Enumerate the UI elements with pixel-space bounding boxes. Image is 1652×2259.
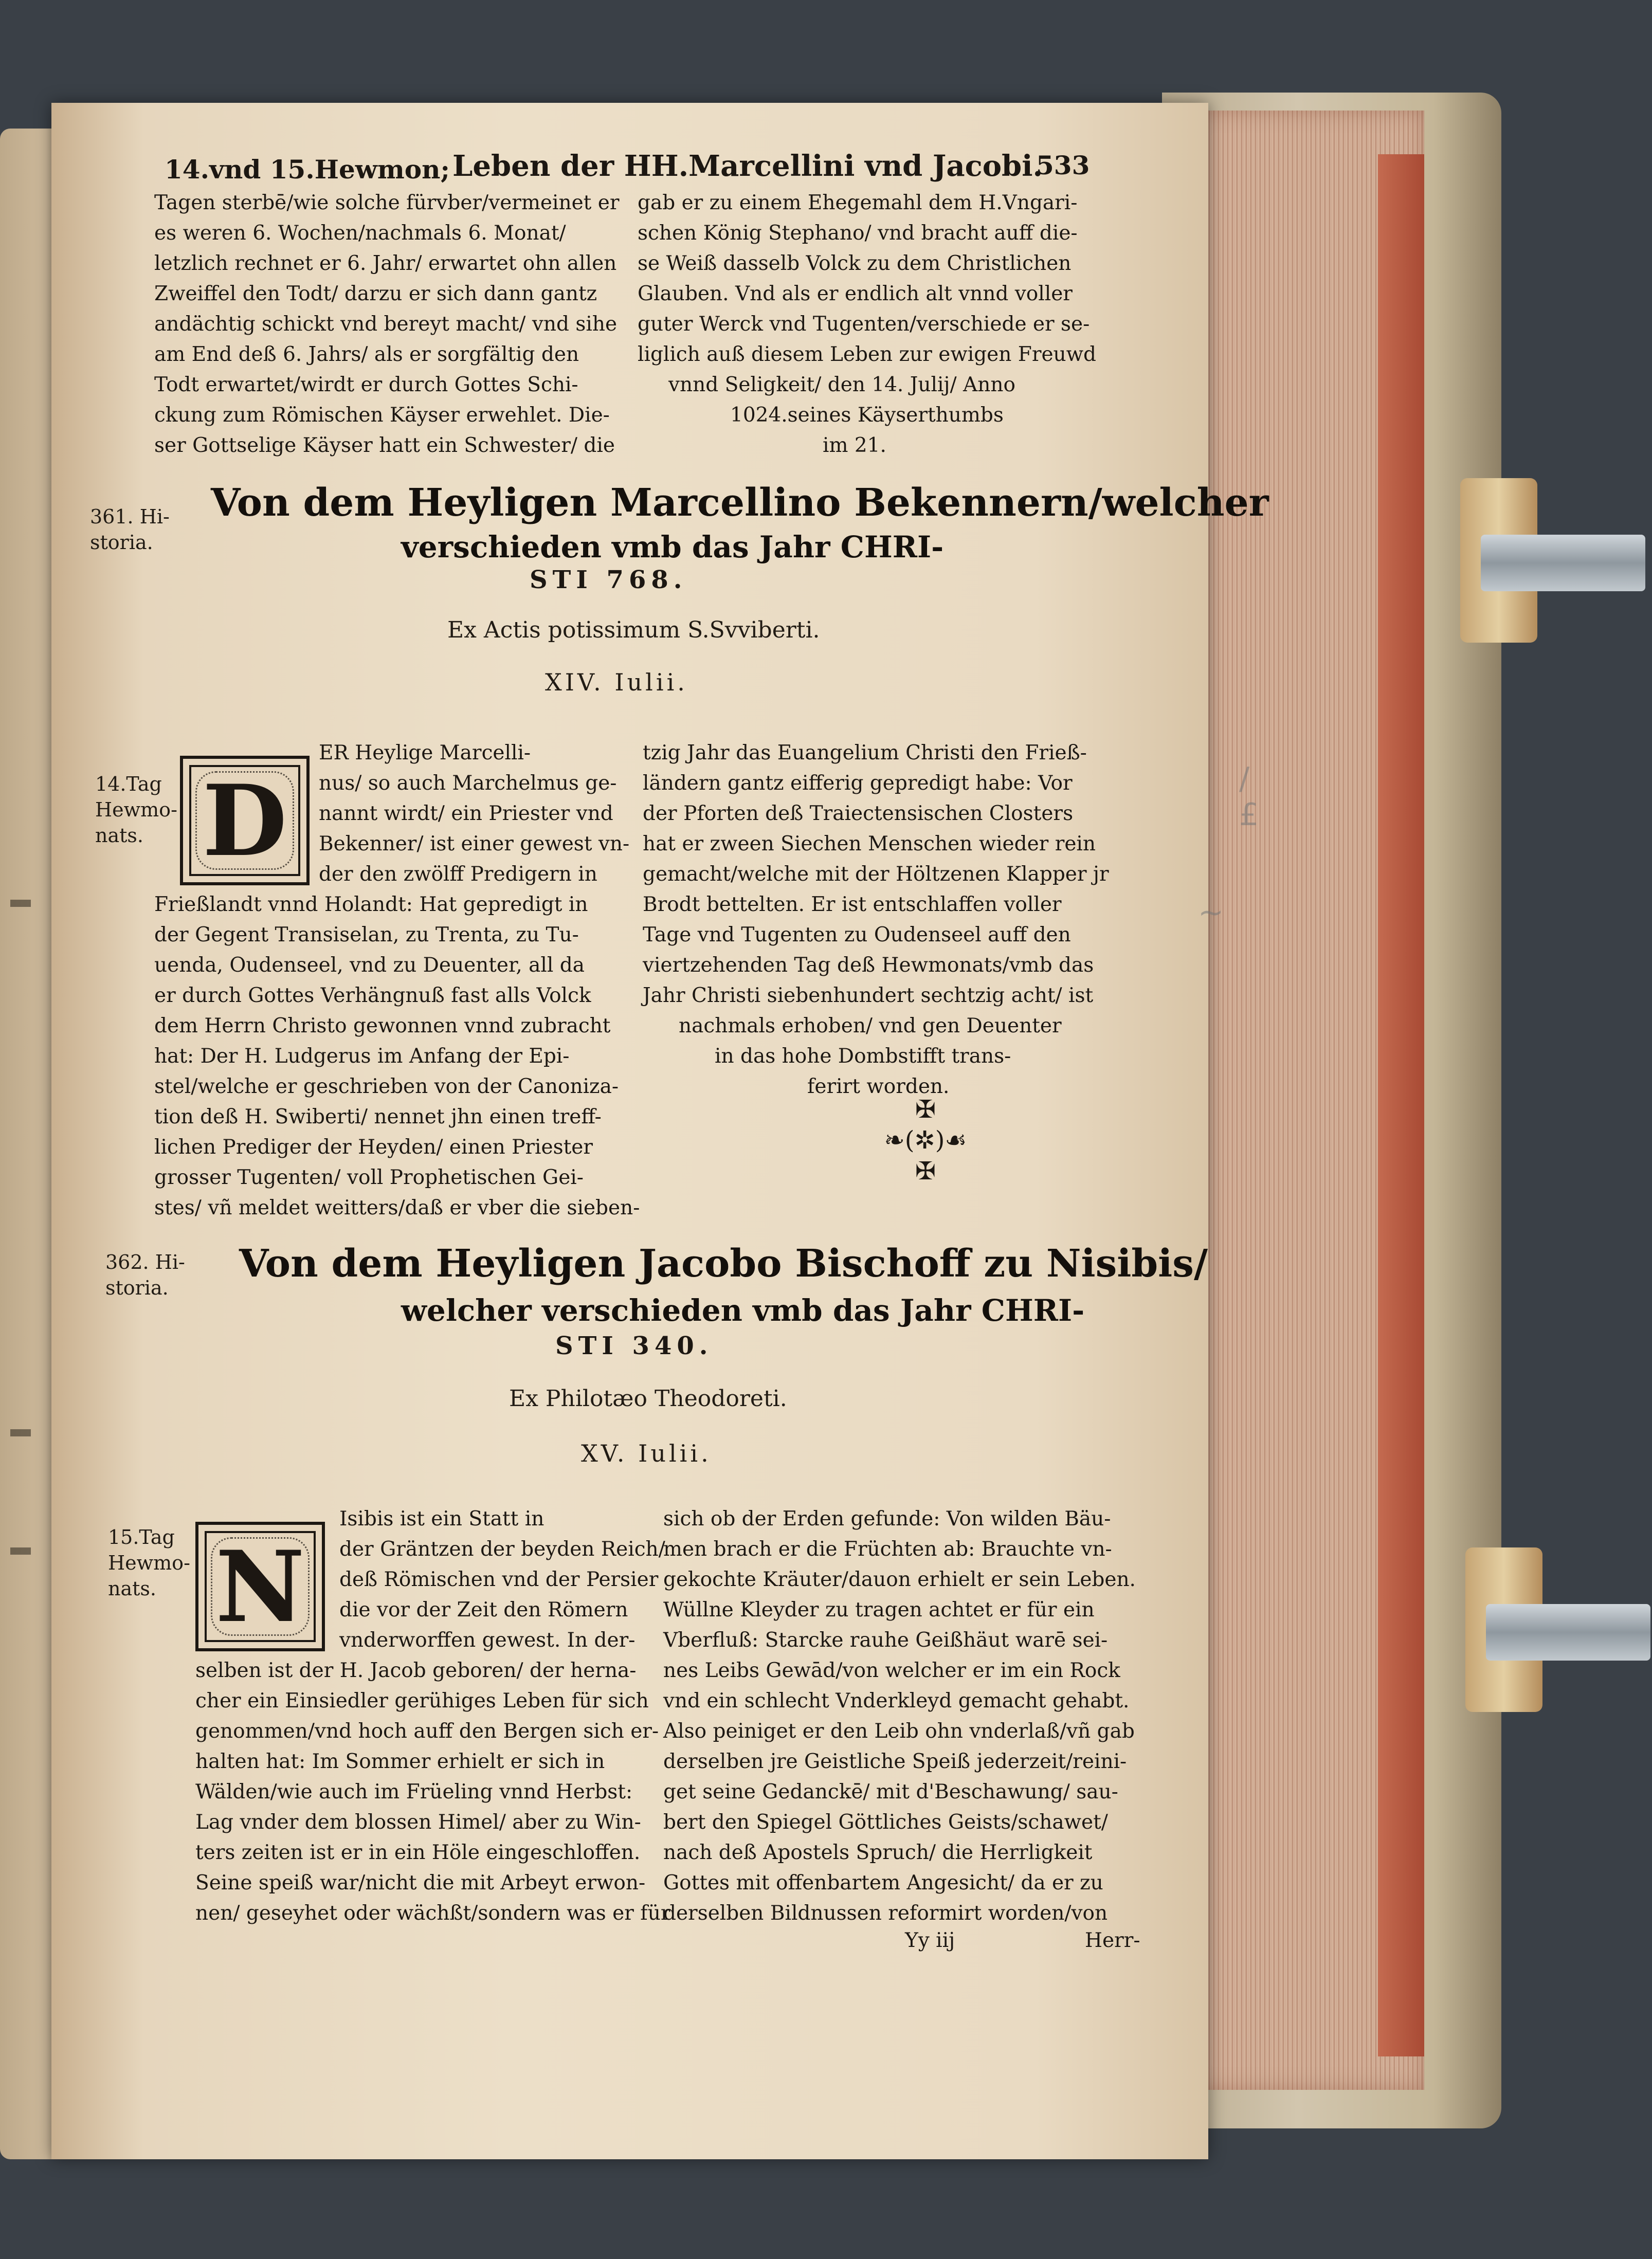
section-title-line2: welcher verschieden vmb das Jahr CHRI- — [401, 1293, 1085, 1328]
feast-date: XV. Iulii. — [581, 1440, 712, 1467]
ornament-bottom: ✠ — [915, 1157, 936, 1186]
margin-history-number: 361. Hi- storia. — [90, 505, 170, 554]
section2-left-column: Isibis ist ein Statt in der Gräntzen der beyden Reich/ deß Römischen vnd der Persier die vor der Zeit den Römern vnderworffen gewest. In der- selben ist der H. Jacob geboren/ der herna- cher ein Einsiedler gerühiges Leben für sich genommen/vnd hoch auff den Bergen sich er- halten hat: Im Sommer erhielt er sich in Wälden/wie auch im Früeling vnnd Herbst: Lag vnder dem blossen Himel/ aber zu Win- ters zeiten ist er in ein Höle eingeschloffen. Seine speiß war/nicht die mit Arbeyt erwon- nen/ geseyhet oder wächßt/sondern was er für — [195, 1507, 670, 1925]
section-title: Von dem Heyligen Jacobo Bischoff zu Nisibis/ — [239, 1242, 1208, 1286]
source-line: Ex Actis potissimum S.Svviberti. — [447, 617, 820, 643]
section-title-line3: STI 768. — [530, 566, 687, 594]
margin-day-note: 15.Tag Hewmo- nats. — [108, 1526, 190, 1600]
margin-history-number: 362. Hi- storia. — [105, 1251, 185, 1299]
section-title-line3: STI 340. — [555, 1332, 713, 1360]
top-left-column: Tagen sterbē/wie solche fürvber/vermeinet er es weren 6. Wochen/nachmals 6. Monat/ letzlich rechnet er 6. Jahr/ erwartet ohn allen Zweiffel den Todt/ darzu er sich dann gantz andächtig schickt vnd bereyt macht/ vnd sihe am End deß 6. Jahrs/ als er sorgfältig den Todt erwartet/wirdt er durch Gottes Schi- ckung zum Römischen Käyser erwehlet. Die- ser Gottselige Käyser hatt ein Schwester/ die — [154, 191, 620, 457]
pencil-mark: / £ — [1239, 761, 1259, 833]
ornament-middle: ❧(✲)☙ — [884, 1126, 967, 1155]
book-page — [51, 103, 1269, 2159]
decorated-initial: D — [180, 756, 310, 885]
book-clasp-bottom — [1465, 1547, 1542, 1712]
book-clasp-top — [1460, 478, 1537, 643]
running-head-left: 14.vnd 15.Hewmon; — [165, 154, 450, 185]
page-number: 533 — [1036, 150, 1090, 180]
margin-day-note: 14.Tag Hewmo- nats. — [95, 773, 177, 847]
ornament-top: ✠ — [915, 1095, 936, 1124]
section1-left-column: ER Heylige Marcelli- nus/ so auch Marchelmus ge- nannt wirdt/ ein Priester vnd Bekenner/ ist einer gewest vn- der den zwölff Predigern in Frießlandt vnnd Holandt: Hat gepredigt in der Gegent Transiselan, zu Trenta, zu Tu- uenda, Oudenseel, vnd zu Deuenter, all da er durch Gottes Verhängnuß fast alls Volck dem Herrn Christo gewonnen vnnd zubracht hat: Der H. Ludgerus im Anfang der Epi- stel/welche er geschrieben von der Canoniza- tion deß H. Swiberti/ nennet jhn einen treff- lichen Prediger der Heyden/ einen Priester grosser Tugenten/ voll Prophetischen Gei- stes/ vñ meldet weitters/daß er vber die sieben- — [154, 741, 640, 1219]
running-head-title: Leben der HH.Marcellini vnd Jacobi. — [452, 149, 1043, 183]
signature-mark: Yy iij — [905, 1929, 955, 1952]
page-edges-red — [1378, 154, 1424, 2056]
section1-right-column: tzig Jahr das Euangelium Christi den Frieß- ländern gantz eifferig gepredigt habe: Vor der Pforten deß Traiectensischen Closters hat er zween Siechen Menschen wieder rein gemacht/welche mit der Höltzenen Klapper jr Brodt bettelten. Er ist entschlaffen voller Tage vnd Tugenten zu Oudenseel auff den viertzehenden Tag deß Hewmonats/vmb das Jahr Christi siebenhundert sechtzig acht/ ist nachmals erhoben/ vnd gen Deuenter in das hohe Dombstifft trans- ferirt worden. — [643, 741, 1109, 1098]
top-right-column: gab er zu einem Ehegemahl dem H.Vngari- schen König Stephano/ vnd bracht auff die- se Weiß dasselb Volck zu dem Christlichen Glauben. Vnd als er endlich alt vnnd voller guter Werck vnd Tugenten/verschiede er se- liglich auß diesem Leben zur ewigen Freuwd vnnd Seligkeit/ den 14. Julij/ Anno 1024.seines Käyserthumbs im 21. — [638, 191, 1097, 457]
section-title-line2: verschieden vmb das Jahr CHRI- — [401, 530, 944, 564]
catchword: Herr- — [1085, 1929, 1140, 1952]
section2-right-column: sich ob der Erden gefunde: Von wilden Bäu- men brach er die Früchten ab: Brauchte vn- gekochte Kräuter/dauon erhielt er sein Leben. Wüllne Kleyder zu tragen achtet er für ein Vberfluß: Starcke rauhe Geißhäut warē sei- nes Leibs Gewād/von welcher er im ein Rock vnd ein schlecht Vnderkleyd gemacht gehabt. Also peiniget er den Leib ohn vnderlaß/vñ gab derselben jre Geistliche Speiß jederzeit/reini- get seine Gedanckē/ mit d'Beschawung/ sau- bert den Spiegel Göttliches Geists/schawet/ nach deß Apostels Spruch/ die Herrligkeit Gottes mit offenbartem Angesicht/ da er zu derselben Bildnussen reformirt worden/von — [663, 1507, 1136, 1925]
decorated-initial: N — [195, 1522, 325, 1651]
pencil-mark: ~ — [1198, 895, 1224, 931]
feast-date: XIV. Iulii. — [545, 668, 688, 696]
source-line: Ex Philotæo Theodoreti. — [509, 1386, 787, 1412]
section-title: Von dem Heyligen Marcellino Bekennern/welcher — [211, 481, 1269, 525]
